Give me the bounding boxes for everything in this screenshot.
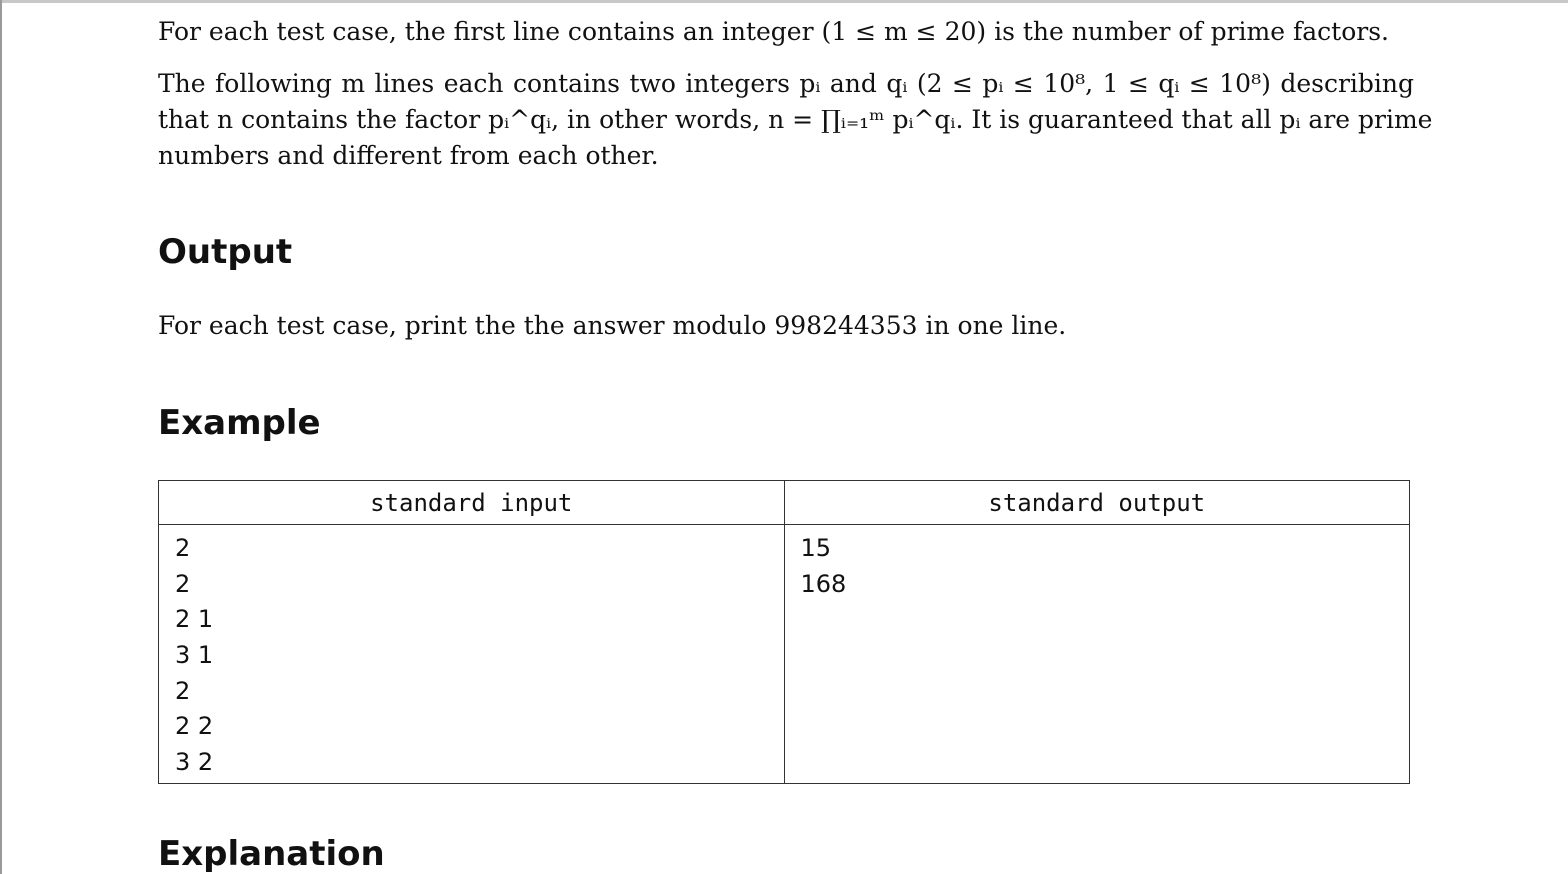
input-line: 3 2 bbox=[175, 748, 214, 777]
intro-line1-prefix: For each test case, the first line contains an integer bbox=[158, 17, 822, 46]
input-line: 2 2 bbox=[175, 712, 214, 741]
output-line: 15 bbox=[800, 534, 832, 562]
explanation-heading: Explanation bbox=[158, 834, 385, 874]
input-line: 2 bbox=[175, 676, 191, 705]
factor-description-line-3: numbers and different from each other. bbox=[158, 141, 659, 170]
factor-description-line-1: The following m lines each contains two integers pᵢ and qᵢ (2 ≤ pᵢ ≤ 10⁸, 1 ≤ qᵢ ≤ 10⁸) describing bbox=[158, 69, 1414, 98]
standard-input-cell bbox=[159, 525, 785, 784]
page-top-rule bbox=[0, 0, 1568, 3]
intro-line1-suffix: is the number of prime factors. bbox=[986, 17, 1389, 46]
output-heading: Output bbox=[158, 232, 293, 272]
output-description: For each test case, print the the answer modulo 998244353 in one line. bbox=[158, 311, 1067, 340]
input-line: 2 bbox=[175, 569, 191, 598]
standard-input-header: standard input bbox=[159, 481, 785, 525]
standard-output-cell bbox=[784, 525, 1410, 784]
factor-description-paragraph bbox=[158, 66, 1433, 174]
standard-output-header: standard output bbox=[784, 481, 1410, 525]
input-description-line bbox=[158, 14, 1414, 50]
input-line: 2 bbox=[175, 534, 191, 562]
input-line: 2 1 bbox=[175, 605, 214, 634]
factor-description-line-2: that n contains the factor pᵢ^qᵢ, in other words, n = ∏ᵢ₌₁ᵐ pᵢ^qᵢ. It is guaranteed that all pᵢ are prime bbox=[158, 105, 1433, 134]
example-table-body-row bbox=[159, 525, 1410, 784]
example-heading: Example bbox=[158, 403, 321, 443]
page-left-edge bbox=[0, 0, 2, 874]
example-table bbox=[158, 480, 1410, 784]
intro-line1-constraint: (1 ≤ m ≤ 20) bbox=[821, 17, 987, 46]
example-table-header-row bbox=[159, 481, 1410, 525]
input-line: 3 1 bbox=[175, 641, 214, 670]
output-line: 168 bbox=[800, 569, 847, 598]
